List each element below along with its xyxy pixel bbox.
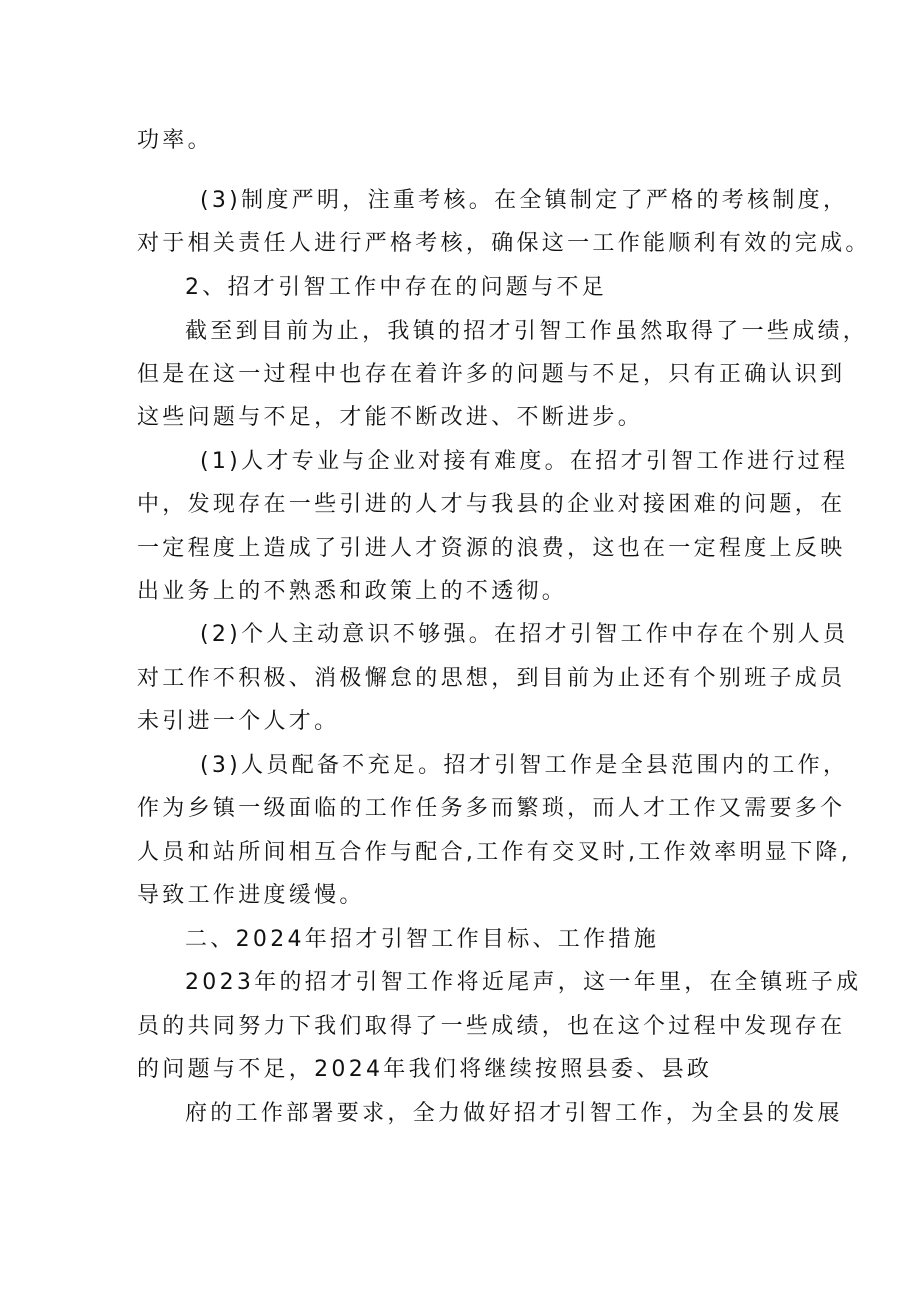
text-line: 对于相关责任人进行严格考核，确保这一工作能顺利有效的完成。 <box>137 231 871 256</box>
text-line: 的问题与不足，2024年我们将继续按照县委、县政 <box>137 1057 713 1082</box>
text-line: (3)人员配备不充足。招才引智工作是全县范围内的工作， <box>200 753 849 778</box>
text-line: 未引进一个人才。 <box>137 709 340 734</box>
section-heading: 2、招才引智工作中存在的问题与不足 <box>185 275 608 300</box>
text-line: (2)个人主动意识不够强。在招才引智工作中存在个别人员 <box>200 622 849 647</box>
text-line: 出业务上的不熟悉和政策上的不透彻。 <box>137 579 568 604</box>
text-line: 截至到目前为止，我镇的招才引智工作虽然取得了一些成绩， <box>185 319 869 344</box>
text-line: 对工作不积极、消极懈怠的思想，到目前为止还有个别班子成员 <box>137 666 846 691</box>
text-line: 功率。 <box>137 128 213 153</box>
text-line: 导致工作进度缓慢。 <box>137 883 365 908</box>
text-line: 人员和站所间相互合作与配合,工作有交叉时,工作效率明显下降, <box>137 840 851 865</box>
text-line: 中，发现存在一些引进的人才与我县的企业对接困难的问题，在 <box>137 492 846 517</box>
text-line: (3)制度严明，注重考核。在全镇制定了严格的考核制度， <box>200 188 849 213</box>
text-line: 府的工作部署要求，全力做好招才引智工作，为全县的发展 <box>185 1101 843 1126</box>
text-line: 但是在这一过程中也存在着许多的问题与不足，只有正确认识到 <box>137 362 846 387</box>
section-heading: 二、2024年招才引智工作目标、工作措施 <box>185 927 659 952</box>
text-line: 这些问题与不足，才能不断改进、不断进步。 <box>137 405 644 430</box>
text-line: 一定程度上造成了引进人才资源的浪费，这也在一定程度上反映 <box>137 536 846 561</box>
text-line: 作为乡镇一级面临的工作任务多而繁琐，而人才工作又需要多个 <box>137 796 846 821</box>
text-line: 员的共同努力下我们取得了一些成绩，也在这个过程中发现存在 <box>137 1014 846 1039</box>
text-line: (1)人才专业与企业对接有难度。在招才引智工作进行过程 <box>200 449 849 474</box>
text-line: 2023年的招才引智工作将近尾声，这一年里，在全镇班子成 <box>185 970 862 995</box>
